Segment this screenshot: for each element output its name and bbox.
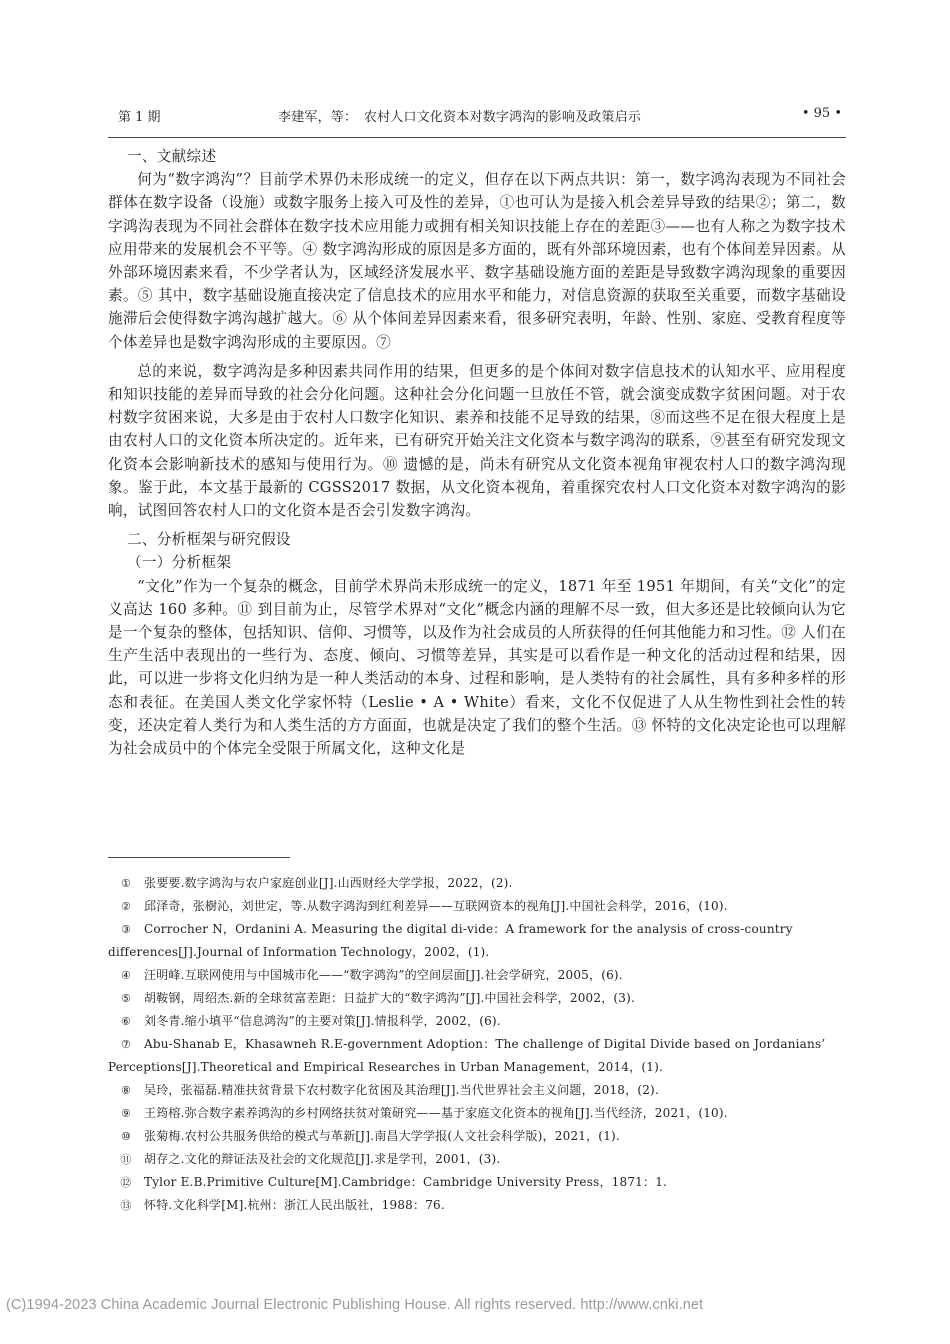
footnote-number: ⑦ — [120, 1038, 132, 1051]
footnote-number: ② — [120, 900, 132, 913]
article-body — [108, 145, 846, 760]
footnote-text: 邱泽奇，张樹沁，刘世定，等.从数字鸿沟到红利差异——互联网资本的视角[J].中国社会科学，2016，(10). — [144, 899, 728, 913]
footnotes — [108, 872, 846, 1217]
running-header — [118, 106, 842, 128]
subsection-heading-1: （一）分析框架 — [126, 554, 232, 572]
footnote-text: Abu-Shanab E，Khasawneh R.E-government Adoption：The challenge of Digital Divide based on Jordanians’ Perceptions[J].Theoretical and Empirical Researches in Urban Management，2014，(1). — [108, 1037, 826, 1074]
footnote-text: Corrocher N，Ordanini A. Measuring the digital di‐vide：A framework for the analysis of cross-country differences[J].Journal of Information Technology，2002，(1). — [108, 922, 793, 959]
footnote-number: ⑨ — [120, 1107, 132, 1120]
footnote — [108, 1148, 846, 1171]
footnote-rule — [108, 857, 290, 858]
footnote — [108, 987, 846, 1010]
footnote — [108, 872, 846, 895]
footnote — [108, 1171, 846, 1194]
footnote-number: ⑤ — [120, 992, 132, 1005]
footnote — [108, 895, 846, 918]
footnote — [108, 1033, 846, 1079]
footnote-number: ⑪ — [120, 1153, 132, 1166]
footnote — [108, 918, 846, 964]
footnote-text: 张菊梅.农村公共服务供给的模式与革新[J].南昌大学学报(人文社会科学版)，2021，(1). — [144, 1129, 620, 1143]
header-rule — [108, 137, 846, 138]
footnote-number: ⑩ — [120, 1130, 132, 1143]
footnote-number: ④ — [120, 969, 132, 982]
footnote-text: 胡鞍钢，周绍杰.新的全球贫富差距：日益扩大的“数字鸿沟”[J].中国社会科学，2002，(3). — [144, 991, 636, 1005]
footnote-number: ⑫ — [120, 1176, 132, 1189]
footnote — [108, 1125, 846, 1148]
running-title: 李建军，等： 农村人口文化资本对数字鸿沟的影响及政策启示 — [278, 110, 642, 125]
paragraph-2: 总的来说，数字鸿沟是多种因素共同作用的结果，但更多的是个体间对数字信息技术的认知水平、应用程度和知识技能的差异而导致的社会分化问题。这种社会分化问题一旦放任不管，就会演变成数字贫困问题。对于农村数字贫困来说，大多是由于农村人口数字化知识、素养和技能不足导致的结果，⑧而这些不足在很大程度上是由农村人口的文化资本所决定的。近年来，已有研究开始关注文化资本与数字鸿沟的联系，⑨甚至有研究发现文化资本会影响新技术的感知与使用行为。⑩ 遗憾的是，尚未有研究从文化资本视角审视农村人口的数字鸿沟现象。鉴于此，本文基于最新的 CGSS2017 数据，从文化资本视角，着重探究农村人口文化资本对数字鸿沟的影响，试图回答农村人口的文化资本是否会引发数字鸿沟。 — [108, 362, 846, 520]
footnote-text: 胡存之.文化的辩证法及社会的文化规范[J].求是学刊，2001，(3). — [144, 1152, 501, 1166]
paragraph-3: “文化”作为一个复杂的概念，目前学术界尚未形成统一的定义，1871 年至 1951 年期间，有关“文化”的定义高达 160 多种。⑪ 到目前为止，尽管学术界对“文化”概念内涵的理解不尽一致，但大多还是比较倾向认为它是一个复杂的整体，包括知识、信仰、习惯等，以及作为社会成员的人所获得的任何其他能力和习性。⑫ 人们在生产生活中表现出的一些行为、态度、倾向、习惯等差异，其实是可以看作是一种文化的活动过程和结果，因此，可以进一步将文化归纳为是一种人类活动的本身、过程和影响，是人类特有的社会属性，具有多种多样的形态和表征。在美国人类文化学家怀特（Leslie • A • White）看来，文化不仅促进了人从生物性到社会性的转变，还决定着人类行为和人类生活的方方面面，也就是决定了我们的整个生活。⑬ 怀特的文化决定论也可以理解为社会成员中的个体完全受限于所属文化，这种文化是 — [108, 577, 846, 758]
footnote-text: Tylor E.B.Primitive Culture[M].Cambridge：Cambridge University Press，1871：1. — [144, 1175, 668, 1189]
footnote-number: ⑬ — [120, 1199, 132, 1212]
footnote-number: ③ — [120, 923, 132, 936]
copyright-footer: (C)1994-2023 China Academic Journal Electronic Publishing House. All rights reserved. http://www.cnki.net — [6, 1297, 704, 1313]
footnote-text: 张要要.数字鸿沟与农户家庭创业[J].山西财经大学学报，2022，(2). — [144, 876, 513, 890]
page-number: • 95 • — [801, 106, 842, 121]
footnote — [108, 1102, 846, 1125]
paragraph-1: 何为“数字鸿沟”？目前学术界仍未形成统一的定义，但存在以下两点共识：第一，数字鸿沟表现为不同社会群体在数字设备（设施）或数字服务上接入可及性的差异，①也可认为是接入机会差异导致的结果②；第二，数字鸿沟表现为不同社会群体在数字技术应用能力或拥有相关知识技能上存在的差距③——也有人称之为数字技术应用带来的发展机会不平等。④ 数字鸿沟形成的原因是多方面的，既有外部环境因素，也有个体间差异因素。从外部环境因素来看，不少学者认为，区域经济发展水平、数字基础设施方面的差距是导致数字鸿沟现象的重要因素。⑤ 其中，数字基础设施直接决定了信息技术的应用水平和能力，对信息资源的获取至关重要，而数字基础设施滞后会使得数字鸿沟越扩越大。⑥ 从个体间差异因素来看，很多研究表明，年龄、性别、家庭、受教育程度等个体差异也是数字鸿沟形成的主要原因。⑦ — [108, 171, 846, 351]
issue-label: 第 1 期 — [118, 110, 161, 125]
section-heading-1: 一、文献综述 — [126, 148, 217, 165]
footnote — [108, 1194, 846, 1217]
footnote-text: 王筠榕.弥合数字素养鸿沟的乡村网络扶贫对策研究——基于家庭文化资本的视角[J].当代经济，2021，(10). — [144, 1106, 728, 1120]
footnote-text: 刘冬青.缩小填平“信息鸿沟”的主要对策[J].情报科学，2002，(6). — [144, 1014, 501, 1028]
footnote-number: ⑧ — [120, 1084, 132, 1097]
footnote-text: 吴玲，张福磊.精准扶贫背景下农村数字化贫困及其治理[J].当代世界社会主义问题，2018，(2). — [144, 1083, 659, 1097]
footnote-number: ⑥ — [120, 1015, 132, 1028]
footnote — [108, 1010, 846, 1033]
footnote-text: 怀特.文化科学[M].杭州：浙江人民出版社，1988：76. — [144, 1198, 445, 1212]
footnote — [108, 1079, 846, 1102]
footnote — [108, 964, 846, 987]
section-heading-2: 二、分析框架与研究假设 — [126, 531, 291, 549]
footnote-text: 汪明峰.互联网使用与中国城市化——“数字鸿沟”的空间层面[J].社会学研究，2005，(6). — [144, 968, 623, 982]
footnote-number: ① — [120, 877, 132, 890]
